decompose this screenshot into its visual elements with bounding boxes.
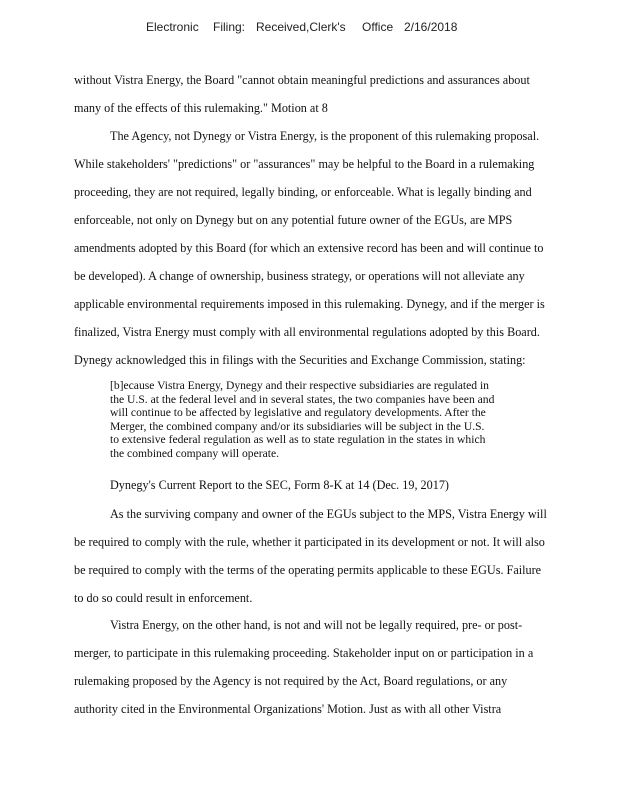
body-line: without Vistra Energy, the Board "cannot obtain meaningful predictions and assurances about <box>74 73 530 87</box>
header-date: 2/16/2018 <box>404 20 458 34</box>
body-line: While stakeholders' "predictions" or "assurances" may be helpful to the Board in a rulemaking <box>74 157 535 171</box>
quote-line: Merger, the combined company and/or its subsidiaries will be subject in the U.S. <box>110 419 485 433</box>
body-line: amendments adopted by this Board (for which an extensive record has been and will continue to <box>74 241 544 255</box>
body-line: be developed). A change of ownership, business strategy, or operations will not alleviate any <box>74 269 525 283</box>
body-line: many of the effects of this rulemaking." Motion at 8 <box>74 101 328 115</box>
body-line: be required to comply with the rule, whether it participated in its development or not. It will also <box>74 535 545 549</box>
filing-stamp-header <box>0 20 618 38</box>
header-filing: Filing: <box>213 20 246 34</box>
body-line: applicable environmental requirements imposed in this rulemaking. Dynegy, and if the merger is <box>74 297 545 311</box>
body-line: enforceable, not only on Dynegy but on any potential future owner of the EGUs, are MPS <box>74 213 513 227</box>
block-quote <box>110 379 540 461</box>
body-line: to do so could result in enforcement. <box>74 591 253 605</box>
citation: Dynegy's Current Report to the SEC, Form 8-K at 14 (Dec. 19, 2017) <box>110 478 449 492</box>
body-line: finalized, Vistra Energy must comply with all environmental regulations adopted by this Board. <box>74 325 540 339</box>
header-office: Office <box>362 20 394 34</box>
quote-line: to extensive federal regulation as well as to state regulation in the states in which <box>110 433 486 447</box>
paragraph-first-line: Vistra Energy, on the other hand, is not and will not be legally required, pre- or post- <box>110 618 523 632</box>
header-electronic: Electronic <box>146 20 199 34</box>
quote-line: the combined company will operate. <box>110 446 280 460</box>
paragraph-first-line: The Agency, not Dynegy or Vistra Energy, is the proponent of this rulemaking proposal. <box>110 129 540 143</box>
body-line: Dynegy acknowledged this in filings with the Securities and Exchange Commission, stating: <box>74 353 526 367</box>
quote-line: will continue to be affected by legislative and regulatory developments. After the <box>110 406 486 420</box>
body-line: be required to comply with the terms of the operating permits applicable to these EGUs. Failure <box>74 563 542 577</box>
body-line: merger, to participate in this rulemaking proceeding. Stakeholder input on or participation in a <box>74 646 534 660</box>
body-line: proceeding, they are not required, legally binding, or enforceable. What is legally binding and <box>74 185 532 199</box>
body-line: rulemaking proposed by the Agency is not required by the Act, Board regulations, or any <box>74 674 508 688</box>
quote-line: [b]ecause Vistra Energy, Dynegy and their respective subsidiaries are regulated in <box>110 379 489 392</box>
body-line: authority cited in the Environmental Organizations' Motion. Just as with all other Vistra <box>74 702 502 716</box>
header-received-clerks: Received,Clerk's <box>256 20 346 34</box>
quote-line: the U.S. at the federal level and in several states, the two companies have been and <box>110 392 495 406</box>
paragraph-first-line: As the surviving company and owner of the EGUs subject to the MPS, Vistra Energy will <box>110 507 547 521</box>
